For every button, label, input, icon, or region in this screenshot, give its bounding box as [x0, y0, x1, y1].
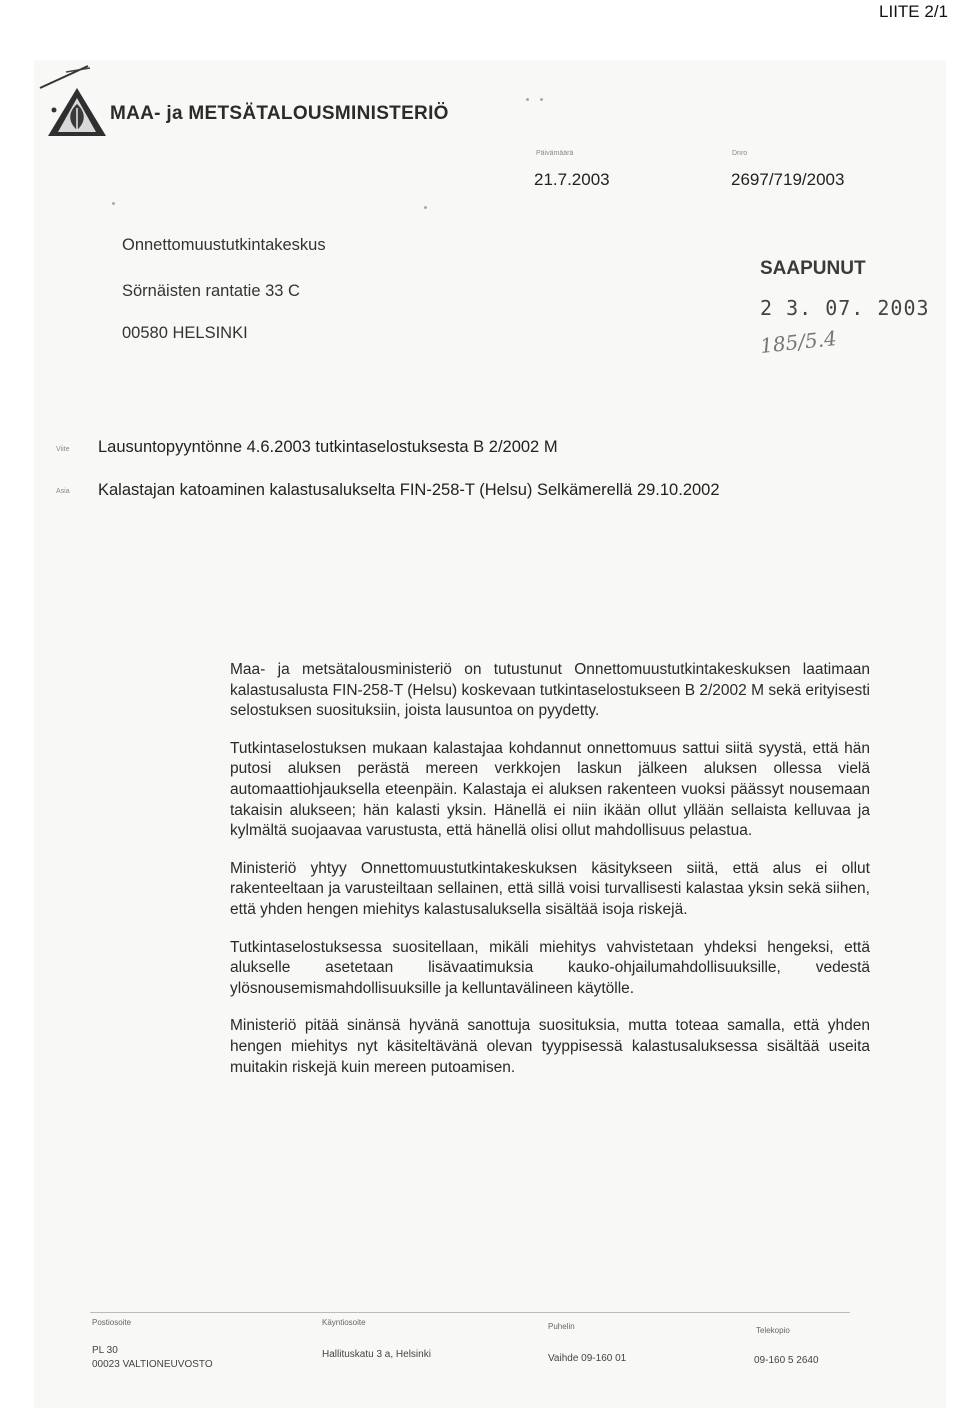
dno-number: 2697/719/2003 — [731, 170, 845, 189]
recipient-city: 00580 HELSINKI — [122, 324, 248, 342]
body-paragraph: Ministeriö yhtyy Onnettomuustutkintakeskuksen käsitykseen siitä, että alus ei ollut rakenteeltaan ja varusteiltaan sellainen, että sillä voisi turvallisesti kalastaa yksin sekä siihen, että yhden hengen miehitys kalastusaluksella sisältää isoja riskejä. — [230, 859, 870, 918]
body-paragraph: Maa- ja metsätalousministeriö on tutustunut Onnettomuustutkintakeskuksen laatimaan kalastusalusta FIN-258-T (Helsu) koskevaan tutkintaselostukseen B 2/2002 M sekä erityisesti selostuksen suosituksiin, joista lausuntoa on pyydetty. — [230, 661, 870, 720]
viite-label: Viite — [56, 446, 70, 453]
recipient-name: Onnettomuustutkintakeskus — [122, 236, 326, 254]
scan-speck — [424, 206, 427, 209]
fax-label: Telekopio — [756, 1326, 790, 1335]
received-stamp-title: SAAPUNUT — [760, 258, 866, 279]
letter-date: 21.7.2003 — [534, 170, 610, 189]
page-label: LIITE 2/1 — [879, 2, 948, 21]
asia-label: Asia — [56, 488, 70, 495]
received-stamp-date: 2 3. 07. 2003 — [760, 296, 930, 320]
body-paragraph: Ministeriö pitää sinänsä hyvänä sanottuja suosituksia, mutta toteaa samalla, että yhden hengen miehitys nyt käsiteltävänä olevan tyyppisessä kalastusaluksessa sisältää useita muitakin riskejä kuin mereen putoamisen. — [230, 1017, 870, 1076]
scan-speck — [112, 202, 115, 205]
visit-address: Hallituskatu 3 a, Helsinki — [322, 1349, 431, 1360]
scan-speck — [540, 98, 543, 101]
received-stamp-number: 185/5.4 — [758, 326, 838, 358]
footer-divider — [90, 1312, 850, 1313]
org-name: MAA- ja METSÄTALOUSMINISTERIÖ — [110, 103, 449, 124]
postal-line1: PL 30 — [92, 1345, 118, 1356]
fax-number: 09-160 5 2640 — [754, 1355, 819, 1366]
phone-label: Puhelin — [548, 1322, 575, 1331]
viite-text: Lausuntopyyntönne 4.6.2003 tutkintaselostuksesta B 2/2002 M — [98, 438, 558, 456]
phone-number: Vaihde 09-160 01 — [548, 1353, 627, 1364]
ministry-logo — [46, 86, 108, 138]
postal-line2: 00023 VALTIONEUVOSTO — [92, 1359, 213, 1370]
visit-label: Käyntiosoite — [322, 1318, 366, 1327]
recipient-street: Sörnäisten rantatie 33 C — [122, 282, 300, 300]
postal-label: Postiosoite — [92, 1318, 132, 1327]
body-paragraph: Tutkintaselostuksen mukaan kalastajaa kohdannut onnettomuus sattui siitä syystä, että hän putosi aluksen perästä mereen verkkojen laskun jälkeen aluksen ollessa vielä automaattiohjauksella eteenpäin. Kalastaja ei aluksen rakenteen vuoksi päässyt nousemaan takaisin alukseen; hän kalasti yksin. Hänellä ei niin ikään ollut yllään sellaista kelluvaa ja kylmältä suojaavaa varustusta, että hänellä olisi ollut mahdollisuus pelastua. — [230, 739, 870, 840]
asia-text: Kalastajan katoaminen kalastusalukselta FIN-258-T (Helsu) Selkämerellä 29.10.2002 — [98, 481, 720, 499]
body-paragraph: Tutkintaselostuksessa suositellaan, mikäli miehitys vahvistetaan yhdeksi hengeksi, että alukselle asetetaan lisävaatimuksia kauko-ohjailumahdollisuuksille, vedestä ylösnousemismahdollisuuksille ja kelluntavälineen käytölle. — [230, 938, 870, 997]
date-label: Päivämäärä — [536, 150, 574, 157]
scan-speck — [526, 98, 529, 101]
dno-label: Dnro — [732, 150, 748, 157]
letter-body — [230, 660, 870, 1095]
